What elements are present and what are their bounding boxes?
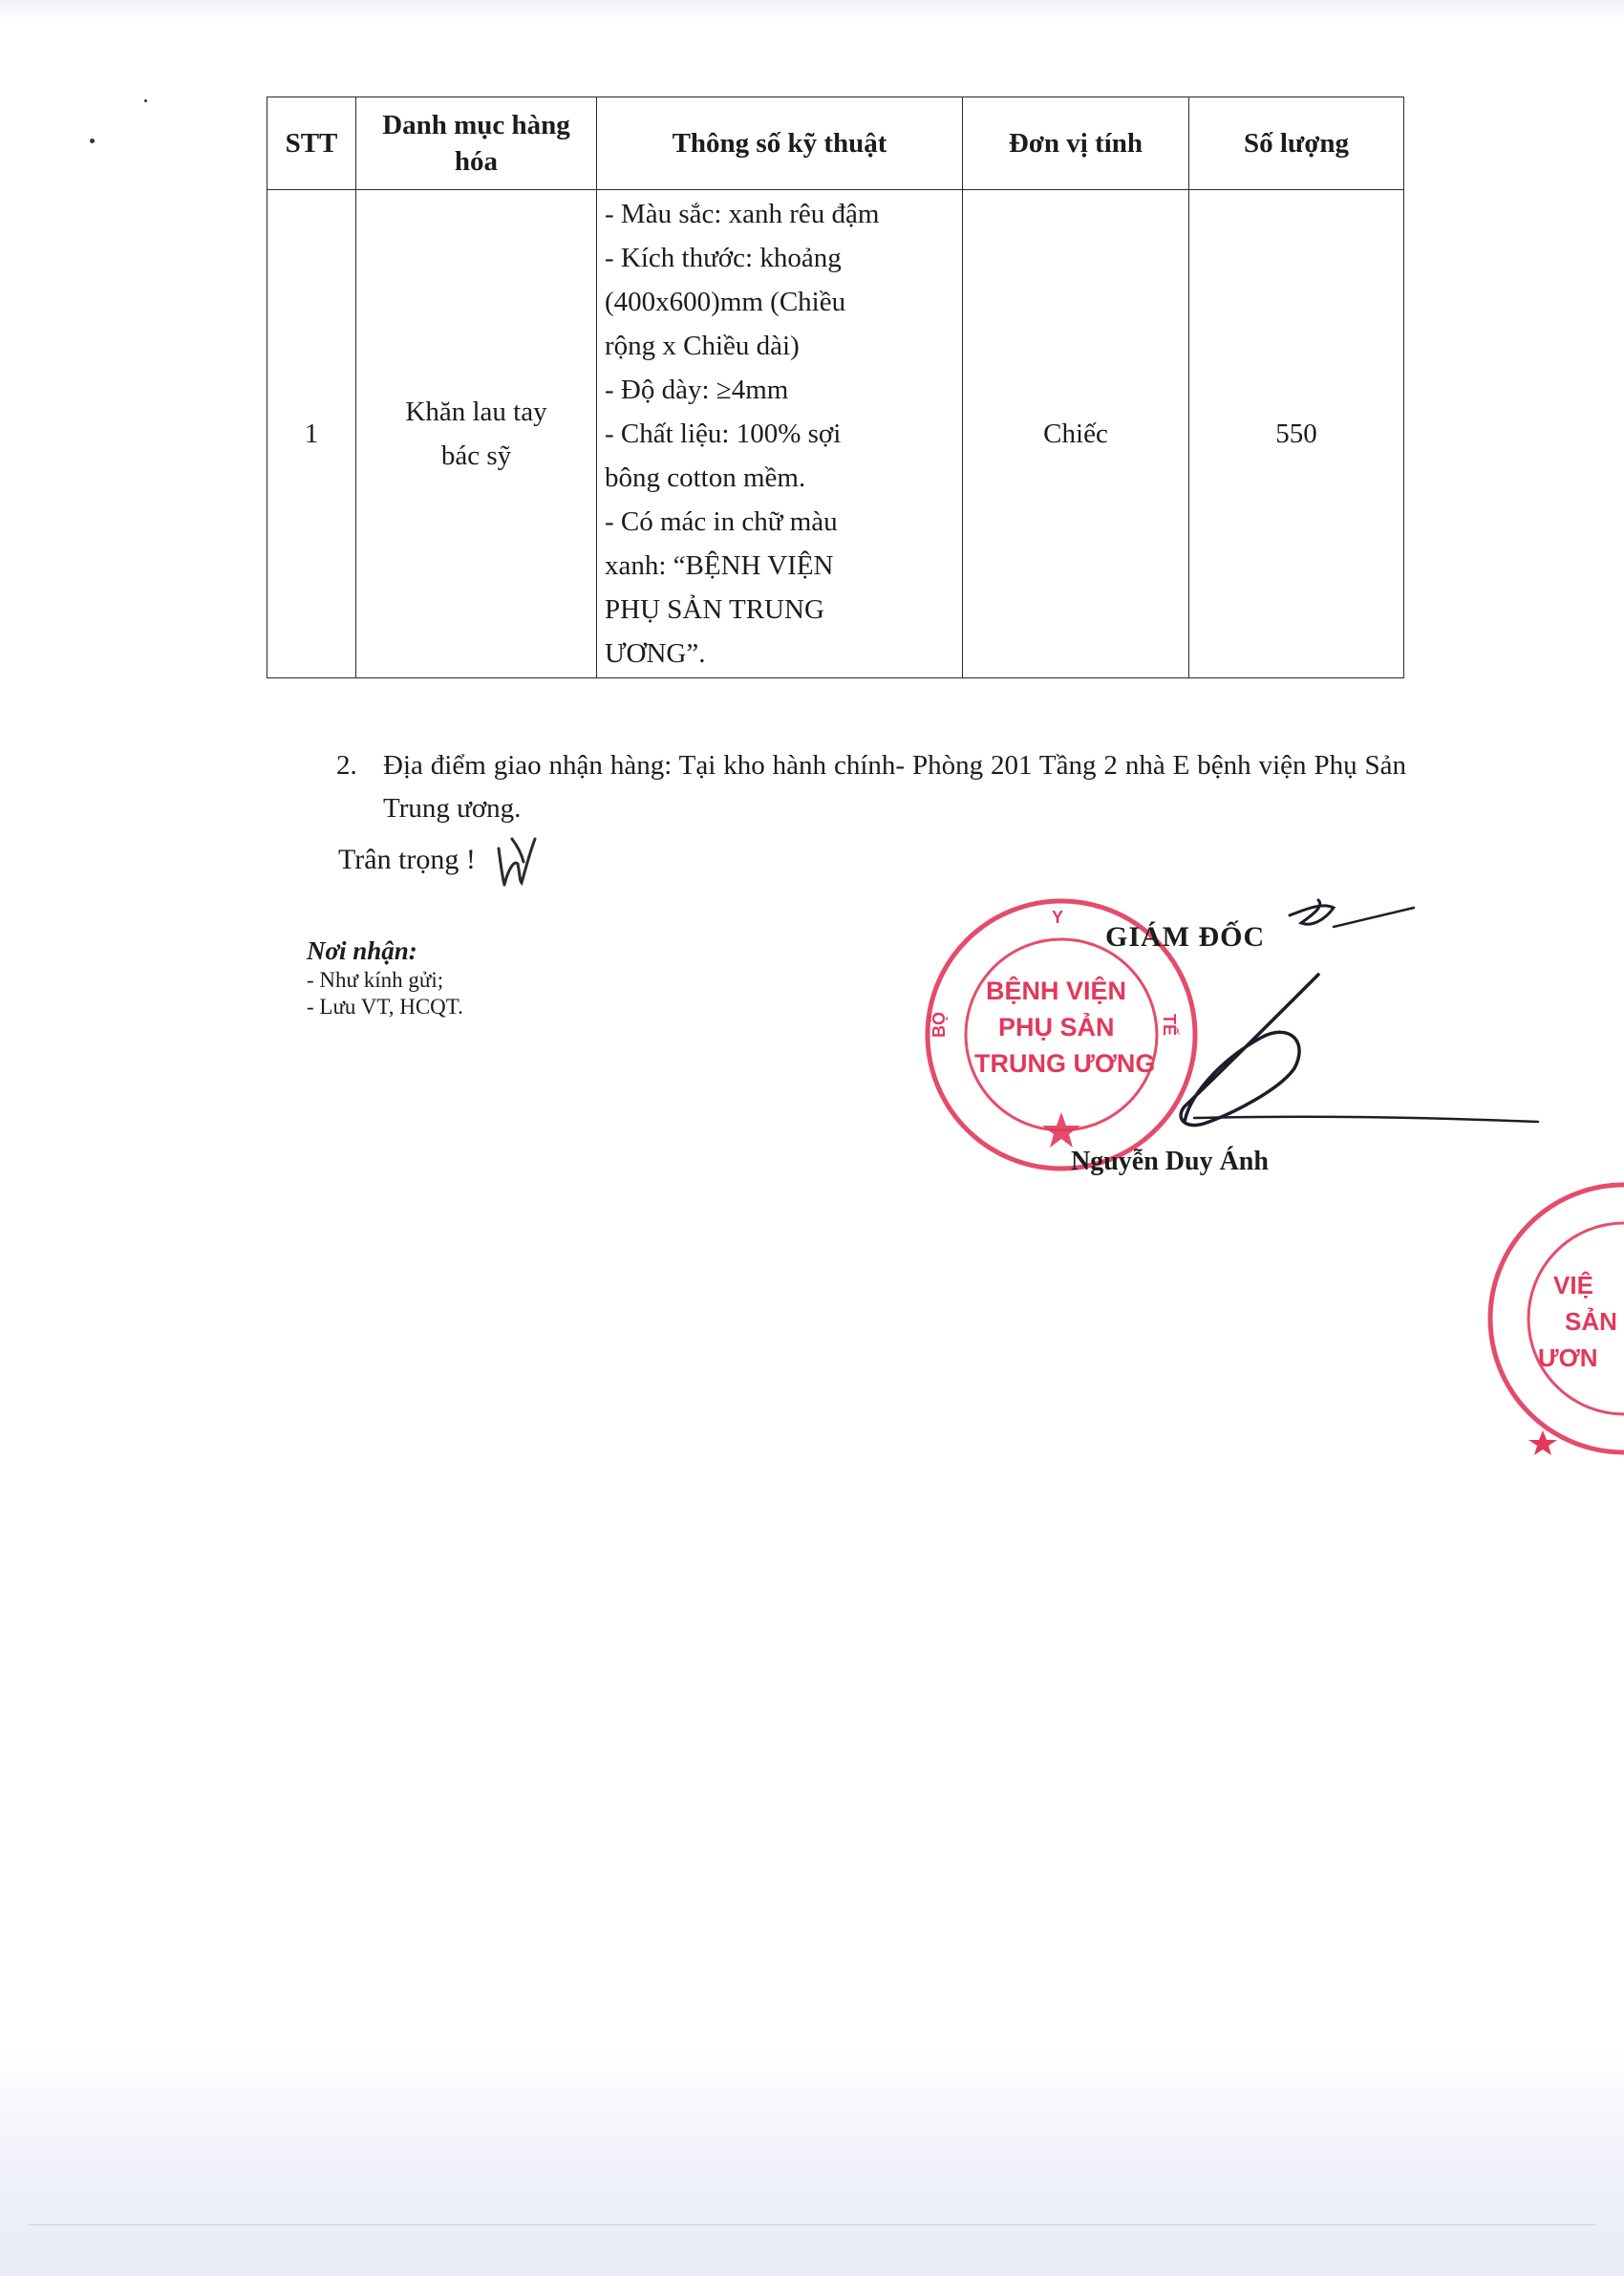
header-specifications: Thông số kỹ thuật <box>597 97 963 190</box>
signer-name: Nguyễn Duy Ánh <box>1071 1147 1269 1176</box>
spec-line: - Chất liệu: 100% sợi <box>605 419 842 449</box>
spec-line: - Độ dày: ≥4mm <box>605 375 789 405</box>
header-stt: STT <box>267 97 356 190</box>
cell-quantity: 550 <box>1189 190 1404 678</box>
spec-line: - Có mác in chữ màu <box>605 506 838 537</box>
partial-stamp-text: VIỆ <box>1553 1271 1593 1299</box>
partial-stamp-text: SẢN <box>1565 1307 1617 1336</box>
director-signature <box>1032 889 1548 1147</box>
stamp-center-text: TRUNG ƯƠNG <box>974 1049 1156 1078</box>
scan-top-shade <box>0 0 1624 21</box>
stamp-ring-text: Y <box>1052 908 1064 927</box>
goods-spec-table <box>267 97 1404 678</box>
header-quantity: Số lượng <box>1189 97 1404 190</box>
spec-line: bông cotton mềm. <box>605 462 806 493</box>
spec-line: ƯƠNG”. <box>605 638 706 669</box>
header-item-category: Danh mục hàng hóa <box>356 97 597 190</box>
cell-unit: Chiếc <box>963 190 1189 678</box>
header-unit: Đơn vị tính <box>963 97 1189 190</box>
cell-stt: 1 <box>267 190 356 678</box>
scan-bottom-shade <box>0 2045 1624 2276</box>
spec-line: - Kích thước: khoảng <box>605 243 842 273</box>
recipients-heading: Nơi nhận: <box>307 936 417 965</box>
table-header-row <box>267 97 1404 190</box>
cell-specifications <box>597 190 963 678</box>
handwritten-initials <box>493 835 541 892</box>
spec-line: rộng x Chiều dài) <box>605 331 800 361</box>
stamp-center-text: PHỤ SẢN <box>998 1013 1115 1041</box>
paragraph-number: 2. <box>336 750 357 781</box>
scan-speck <box>144 99 147 102</box>
director-title: GIÁM ĐỐC <box>1105 921 1266 953</box>
table-row <box>267 190 1404 678</box>
closing-phrase: Trân trọng ! <box>338 844 476 875</box>
stamp-ring-text: BỘ <box>930 1012 949 1038</box>
spec-line: (400x600)mm (Chiều <box>605 287 846 317</box>
scan-speck <box>90 139 95 143</box>
scan-edge-line <box>29 2224 1595 2225</box>
partial-stamp-text: ƯƠN <box>1538 1343 1598 1372</box>
spec-line: PHỤ SẢN TRUNG <box>605 594 824 625</box>
stamp-center-text: BỆNH VIỆN <box>986 977 1127 1005</box>
cell-item-name <box>356 190 597 678</box>
delivery-location-paragraph <box>336 744 1406 830</box>
delivery-location-text: Địa điểm giao nhận hàng: Tại kho hành chính- Phòng 201 Tầng 2 nhà E bệnh viện Phụ Sản Trung ương. <box>383 750 1406 824</box>
spec-line: xanh: “BỆNH VIỆN <box>605 550 834 581</box>
recipient-item: - Lưu VT, HCQT. <box>307 995 463 1019</box>
partial-stamp-at-edge <box>1471 1170 1624 1467</box>
spec-line: - Màu sắc: xanh rêu đậm <box>605 199 880 229</box>
recipients-block <box>307 934 463 1020</box>
stamp-ring-text: TẾ <box>1160 1013 1180 1037</box>
item-name-line: bác sỹ <box>440 440 512 471</box>
item-name-line: Khăn lau tay <box>405 397 547 427</box>
recipient-item: - Như kính gửi; <box>307 968 444 992</box>
